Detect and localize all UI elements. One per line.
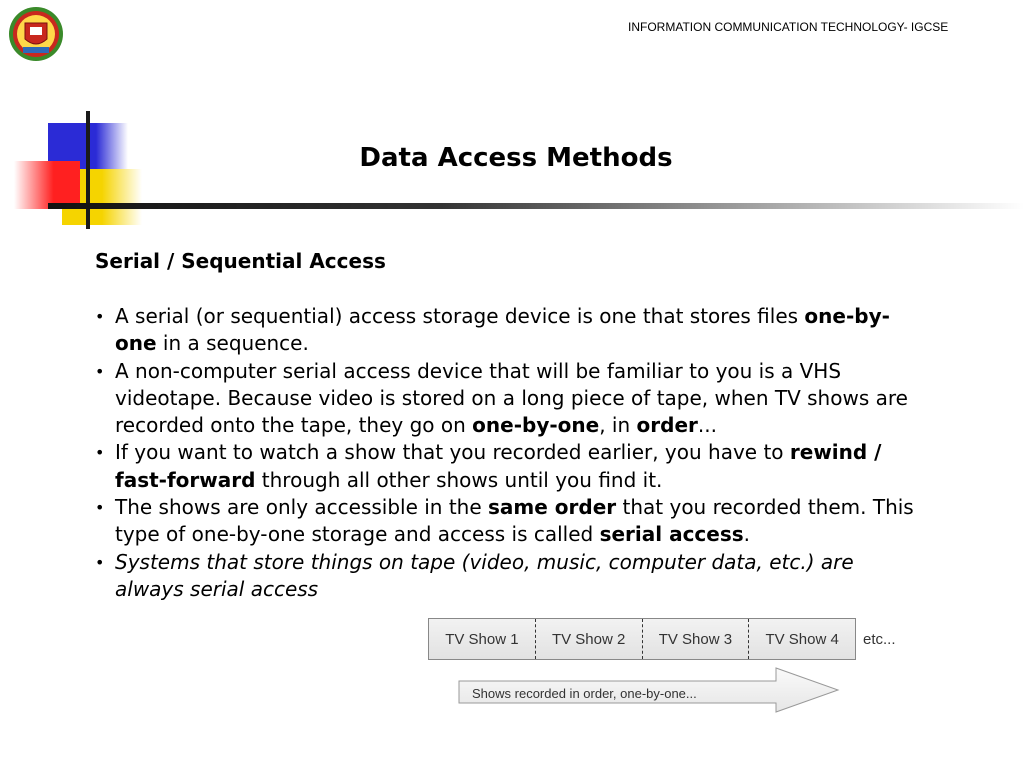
slide-title: Data Access Methods — [359, 143, 673, 173]
arrow-label: Shows recorded in order, one-by-one... — [472, 686, 697, 701]
bullet-list — [95, 303, 915, 603]
tape-segment: TV Show 2 — [536, 619, 643, 659]
tape-diagram — [428, 618, 856, 660]
bullet-item: • A serial (or sequential) access storage device is one that stores files one-by-one in a sequence. — [95, 304, 890, 356]
tape-segment: TV Show 1 — [429, 619, 536, 659]
tape-segment: TV Show 4 — [765, 630, 839, 648]
bullet-item: • The shows are only accessible in the same order that you recorded them. This type of one-by-one storage and access is called serial access. — [95, 495, 914, 547]
school-crest-logo — [5, 5, 67, 63]
section-title: Serial / Sequential Access — [95, 249, 386, 273]
course-header: INFORMATION COMMUNICATION TECHNOLOGY- IGCSE — [628, 20, 949, 34]
tape-segment: TV Show 3 — [643, 619, 750, 659]
bullet-item: • A non-computer serial access device that will be familiar to you is a VHS videotape. Because video is stored on a long piece of tape, when TV shows are recorded onto the tape, they go on one-by-one, in order... — [95, 358, 908, 438]
bullet-item: • If you want to watch a show that you recorded earlier, you have to rewind / fast-forward through all other shows until you find it. — [95, 440, 882, 492]
tape-etc-label: etc... — [863, 631, 896, 648]
bullet-item: • Systems that store things on tape (video, music, computer data, etc.) are always serial access — [95, 549, 854, 601]
